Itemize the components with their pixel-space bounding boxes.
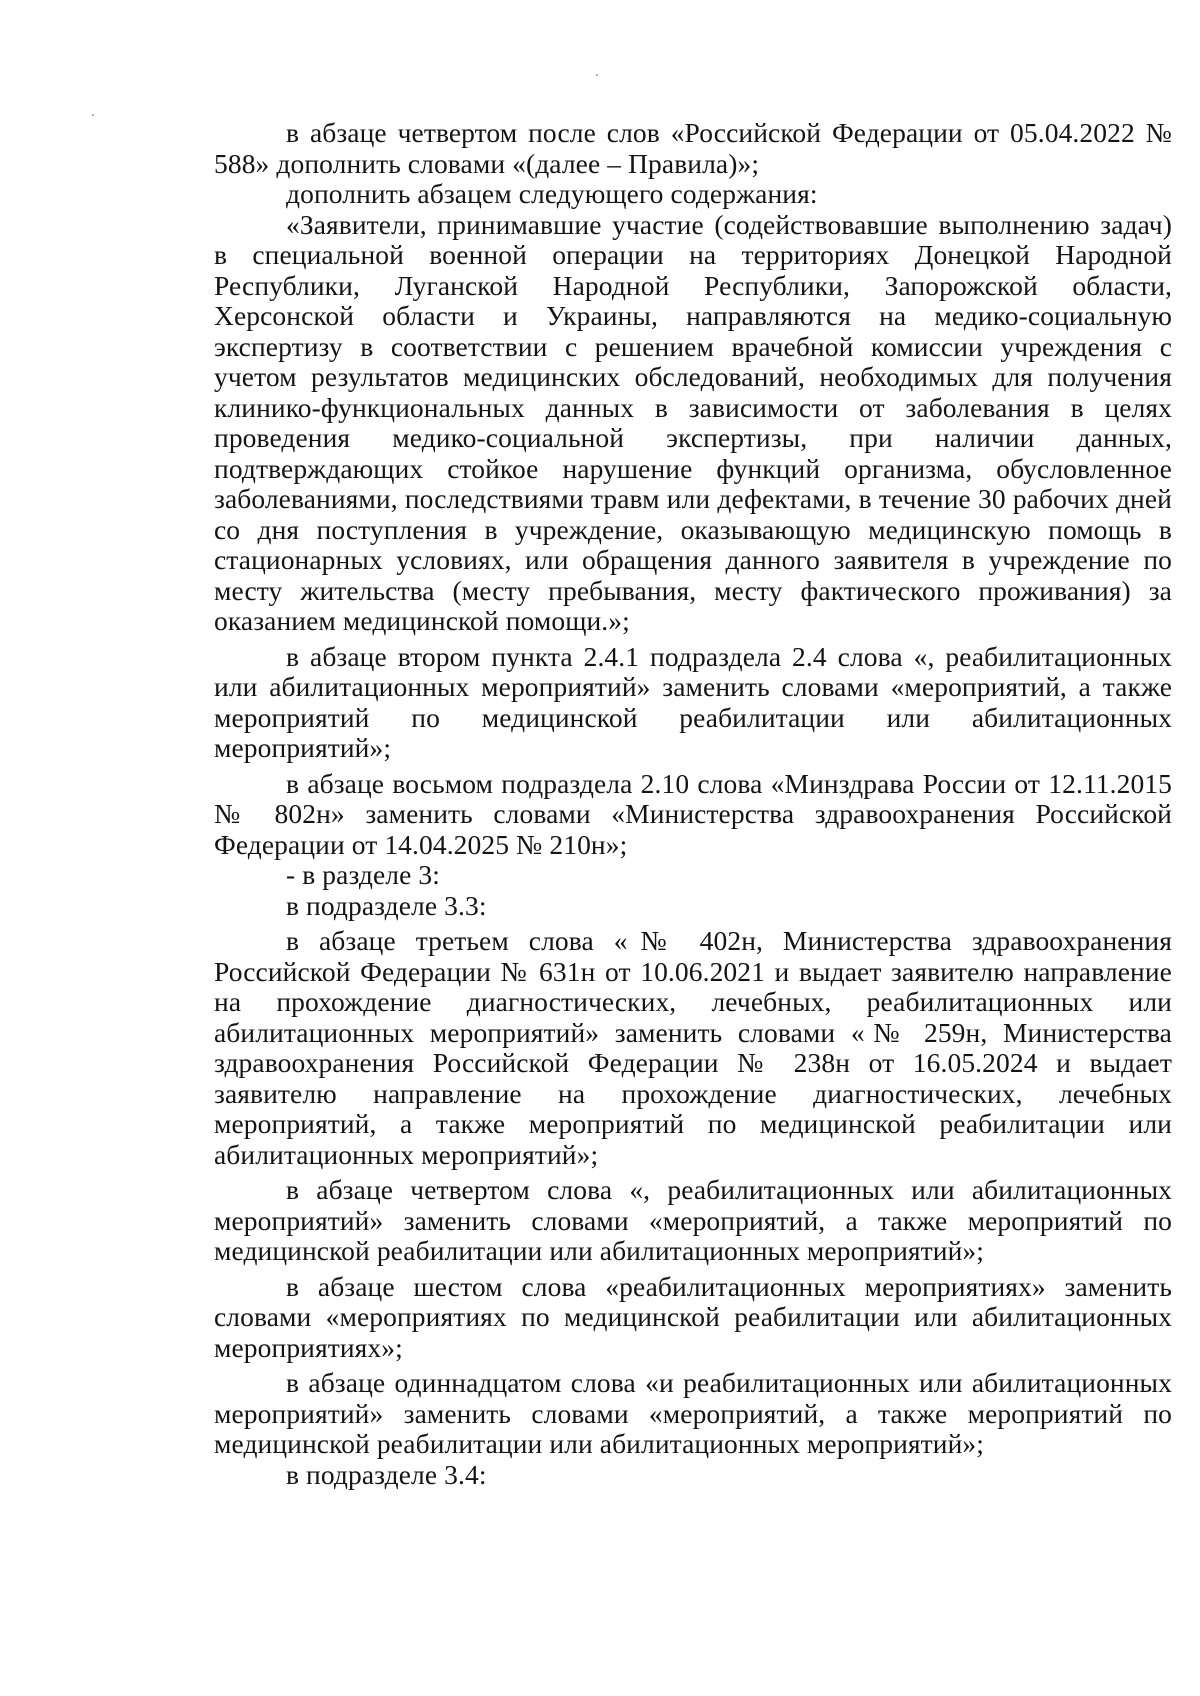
scan-speck <box>92 114 94 116</box>
scan-speck <box>596 74 598 76</box>
paragraph-2: дополнить абзацем следующего содержания: <box>286 178 818 209</box>
paragraph-6: - в разделе 3: <box>286 859 441 890</box>
paragraph-4: в абзаце втором пункта 2.4.1 подраздела 2.4 слова «, реабилитационных или абилитационных мероприятий» заменить словами «мероприятий, а также мероприятий по медицинской реабилитации или абилитационных мероприятий»; <box>214 640 1172 763</box>
paragraph-5: в абзаце восьмом подраздела 2.10 слова «Минздрава России от 12.11.2015 № 802н» заменить словами «Министерства здравоохранения Российской Федерации от 14.04.2025 № 210н»; <box>214 767 1172 860</box>
document-body <box>214 118 1172 1490</box>
paragraph-8: в абзаце третьем слова «№ 402н, Министерства здравоохранения Российской Федерации № 631н от 10.06.2021 и выдает заявителю направление на прохождение диагностических, лечебных, реабилитационных или абилитационных мероприятий» заменить словами «№ 259н, Министерства здравоохранения Российской Федерации № 238н от 16.05.2024 и выдает заявителю направление на прохождение диагностических, лечебных мероприятий, а также мероприятий по медицинской реабилитации или абилитационных мероприятий»; <box>214 925 1172 1170</box>
paragraph-1: в абзаце четвертом после слов «Российской Федерации от 05.04.2022 № 588» дополнить словами «(далее – Правила)»; <box>214 117 1172 179</box>
paragraph-9: в абзаце четвертом слова «, реабилитационных или абилитационных мероприятий» заменить словами «мероприятий, а также мероприятий по медицинской реабилитации или абилитационных мероприятий»; <box>214 1174 1172 1266</box>
paragraph-7: в подразделе 3.3: <box>286 889 487 921</box>
paragraph-10: в абзаце шестом слова «реабилитационных мероприятиях» заменить словами «мероприятиях по медицинской реабилитации или абилитационных мероприятиях»; <box>214 1270 1172 1363</box>
paragraph-3: «Заявители, принимавшие участие (содействовавшие выполнению задач) в специальной военной операции на территориях Донецкой Народной Республики, Луганской Народной Республики, Запорожской области, Херсонской области и Украины, направляются на медико-социальную экспертизу в соответствии с решением врачебной комиссии учреждения с учетом результатов медицинских обследований, необходимых для получения клинико-функциональных данных в зависимости от заболевания в целях проведения медико-социальной экспертизы, при наличии данных, подтверждающих стойкое нарушение функций организма, обусловленное заболеваниями, последствиями травм или дефектами, в течение 30 рабочих дней со дня поступления в учреждение, оказывающую медицинскую помощь в стационарных условиях, или обращения данного заявителя в учреждение по месту жительства (месту пребывания, месту фактического проживания) за оказанием медицинской помощи.»; <box>214 208 1172 636</box>
paragraph-12: в подразделе 3.4: <box>286 1458 487 1490</box>
paragraph-11: в абзаце одиннадцатом слова «и реабилитационных или абилитационных мероприятий» заменить словами «мероприятий, а также мероприятий по медицинской реабилитации или абилитационных мероприятий»; <box>214 1367 1172 1459</box>
